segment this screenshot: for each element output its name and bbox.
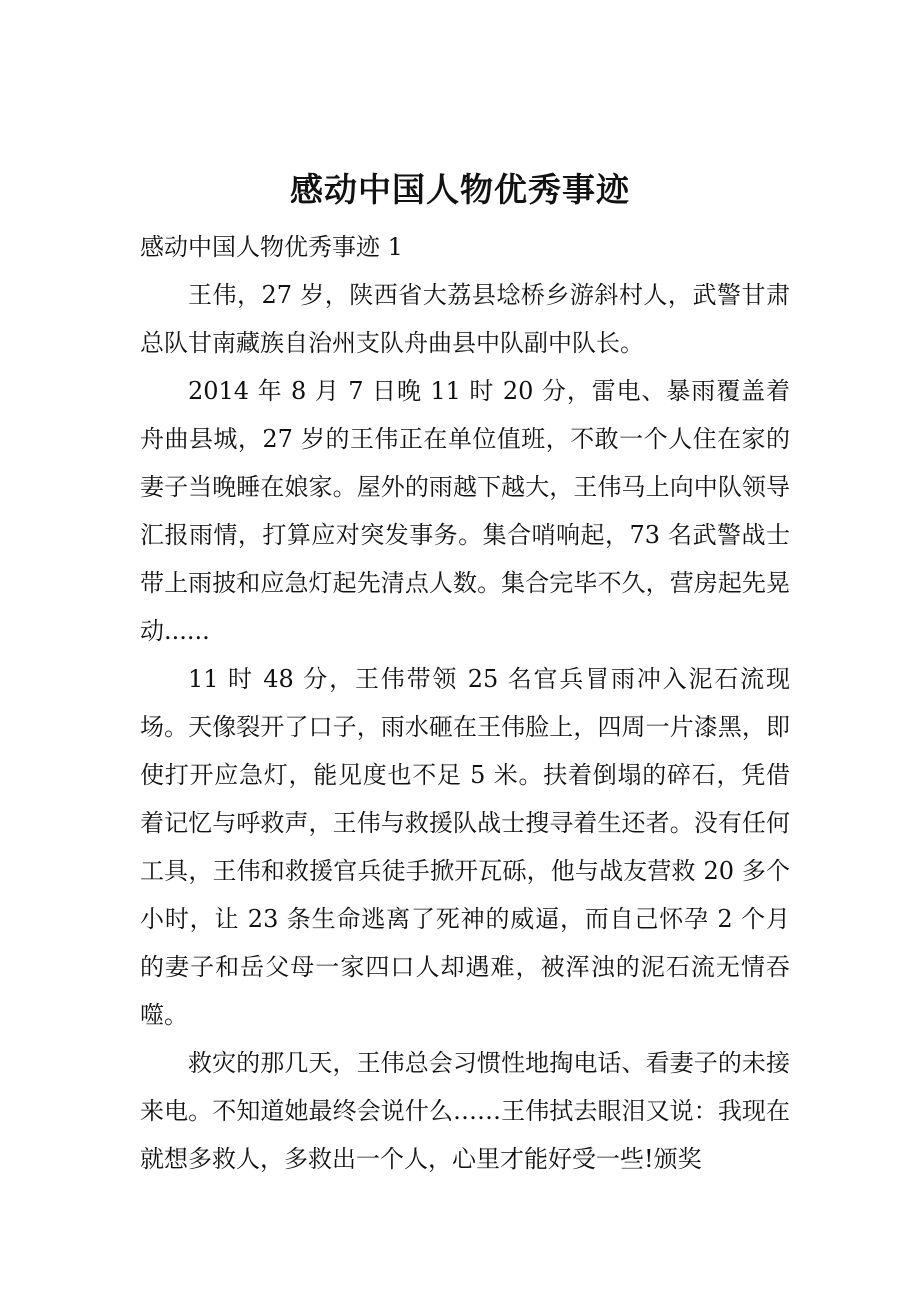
document-body bbox=[140, 223, 790, 1183]
paragraph-2: 2014 年 8 月 7 日晚 11 时 20 分，雷电、暴雨覆盖着舟曲县城，27 岁的王伟正在单位值班，不敢一个人住在家的妻子当晚睡在娘家。屋外的雨越下越大，王伟马上向中队领导汇报雨情，打算应对突发事务。集合哨响起，73 名武警战士带上雨披和应急灯起先清点人数。集合完毕不久，营房起先晃动...... bbox=[140, 377, 790, 645]
paragraph-1: 王伟，27 岁，陕西省大荔县埝桥乡游斜村人，武警甘肃总队甘南藏族自治州支队舟曲县中队副中队长。 bbox=[140, 281, 790, 357]
paragraph-4: 救灾的那几天，王伟总会习惯性地掏电话、看妻子的未接来电。不知道她最终会说什么……王伟拭去眼泪又说：我现在就想多救人，多救出一个人，心里才能好受一些!颁奖 bbox=[140, 1049, 790, 1173]
document-title: 感动中国人物优秀事迹 bbox=[290, 170, 630, 210]
paragraph-3: 11 时 48 分，王伟带领 25 名官兵冒雨冲入泥石流现场。天像裂开了口子，雨水砸在王伟脸上，四周一片漆黑，即使打开应急灯，能见度也不足 5 米。扶着倒塌的碎石，凭借着记忆与呼救声，王伟与救援队战士搜寻着生还者。没有任何工具，王伟和救援官兵徒手掀开瓦砾，他与战友营救 20 多个小时，让 23 条生命逃离了死神的威逼，而自己怀孕 2 个月的妻子和岳父母一家四口人却遇难，被浑浊的泥石流无情吞噬。 bbox=[140, 665, 790, 1029]
section-heading: 感动中国人物优秀事迹 1 bbox=[140, 233, 403, 261]
